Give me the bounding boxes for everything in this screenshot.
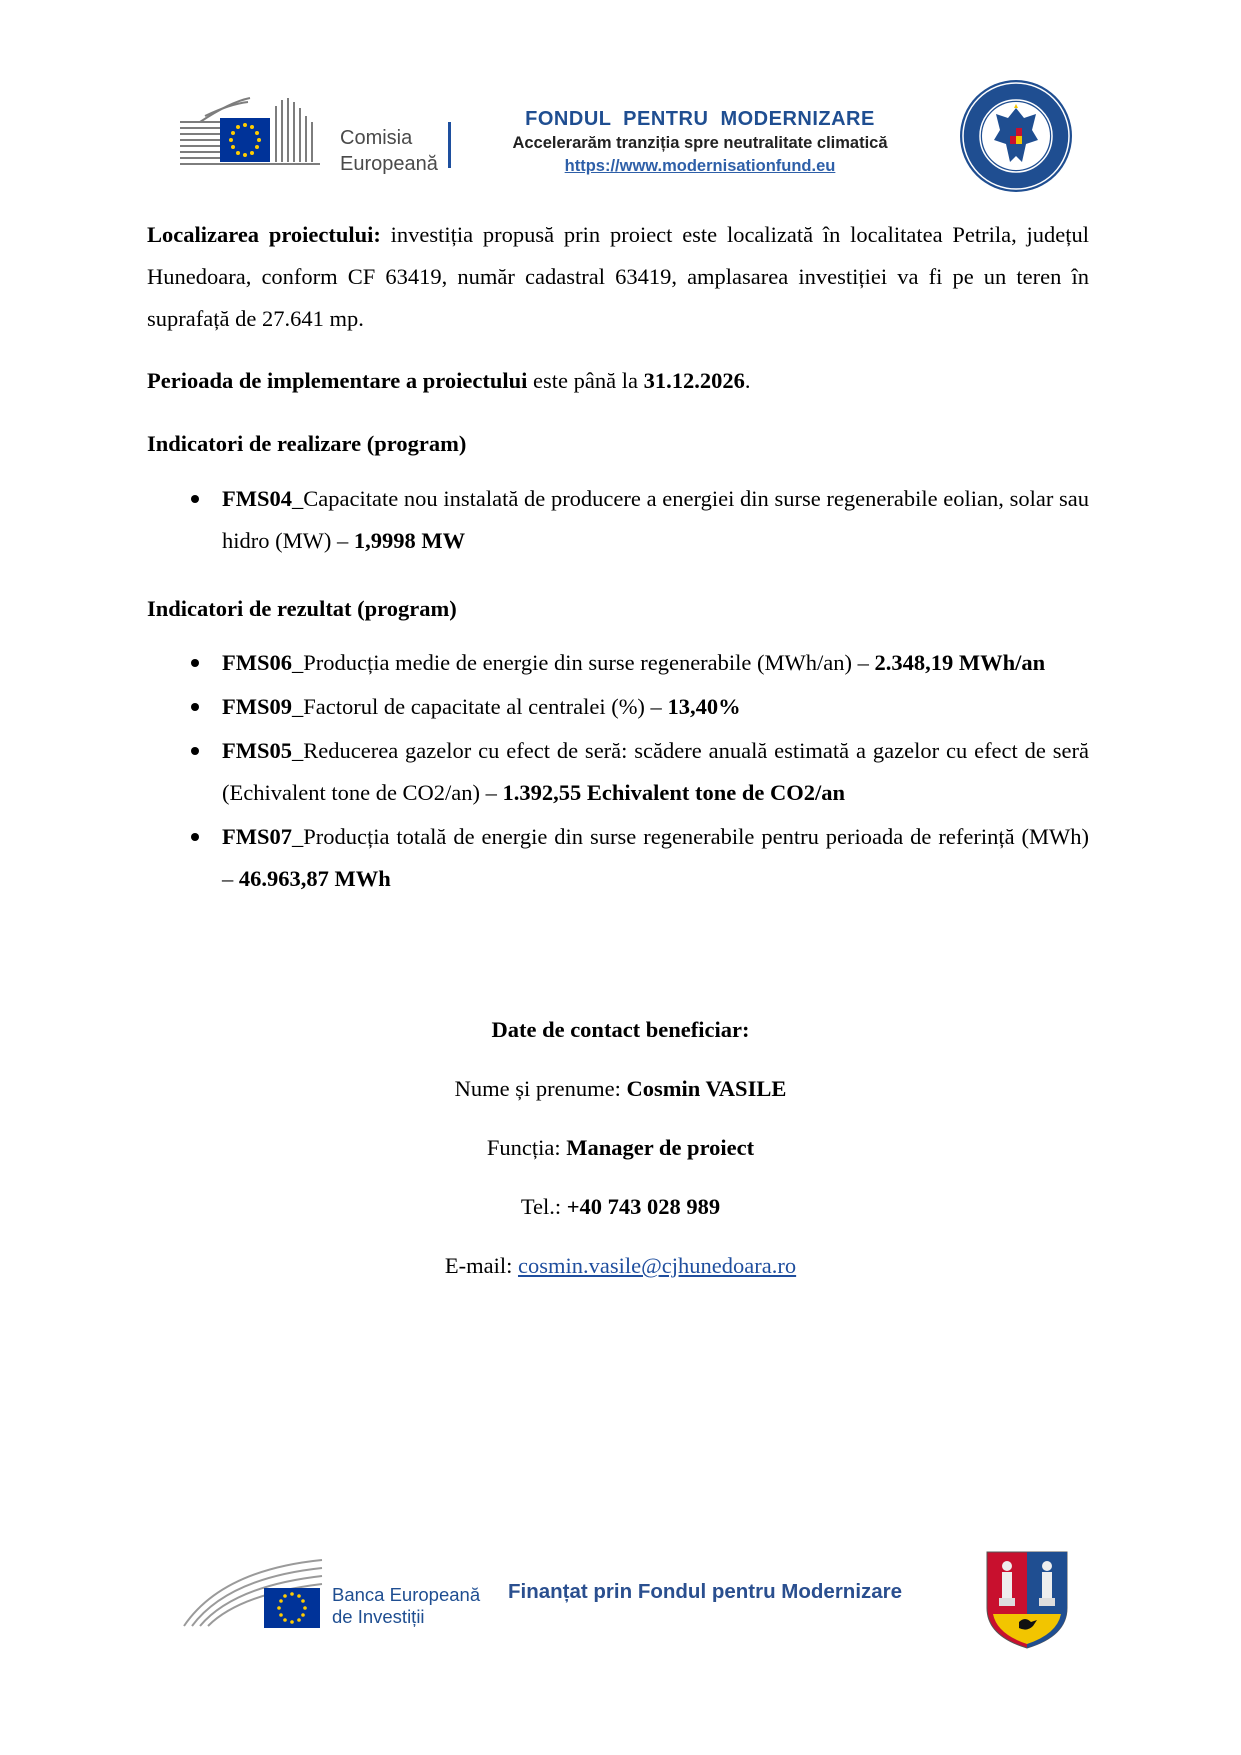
period-mid: este până la <box>527 368 644 393</box>
bullet-icon <box>191 747 199 755</box>
list-item <box>147 816 1089 900</box>
list-item <box>147 642 1089 684</box>
list-item <box>147 686 1089 728</box>
ec-building-icon <box>180 92 330 174</box>
location-label: Localizarea proiectului: <box>147 222 381 247</box>
rezultat-heading: Indicatori de rezultat (program) <box>147 596 457 621</box>
period-end: . <box>744 368 751 393</box>
indicator-value: 13,40% <box>667 694 741 719</box>
fund-subtitle: Accelerarăm tranziția spre neutralitate climatică <box>512 134 888 152</box>
period-date: 31.12.2026 <box>643 368 745 393</box>
eib-logo <box>182 1550 492 1630</box>
contact-name-value: Cosmin VASILE <box>626 1076 787 1101</box>
contact-heading: Date de contact beneficiar: <box>491 1017 750 1042</box>
indicator-code: FMS09 <box>222 694 292 719</box>
page-header <box>0 0 1241 200</box>
indicator-value: 1.392,55 Echivalent tone de CO2/an <box>502 780 846 805</box>
financed-by-text: Finanțat prin Fondul pentru Modernizare <box>508 1580 903 1603</box>
contact-role-row <box>0 1133 1241 1163</box>
romanian-government-seal-icon <box>958 78 1074 194</box>
list-item <box>147 478 1089 562</box>
eib-line1: Banca Europeană <box>332 1584 481 1605</box>
bullet-icon <box>191 833 199 841</box>
european-commission-logo <box>180 92 460 174</box>
list-item <box>147 730 1089 814</box>
bullet-icon <box>191 659 199 667</box>
eib-line2: de Investiții <box>332 1606 425 1627</box>
ec-logo-line1: Comisia <box>340 127 413 149</box>
contact-role-value: Manager de proiect <box>566 1135 755 1160</box>
eib-logo-text <box>332 1584 502 1628</box>
indicator-value: 46.963,87 MWh <box>238 866 391 891</box>
location-paragraph <box>147 214 1089 340</box>
fund-heading-block <box>440 106 960 178</box>
bullet-icon <box>191 495 199 503</box>
bullet-icon <box>191 703 199 711</box>
period-label: Perioada de implementare a proiectului <box>147 368 528 393</box>
realizare-list <box>147 478 1089 562</box>
indicator-text: _Producția totală de energie din surse regenerabile pentru perioada de referință (MWh) – <box>222 824 1089 891</box>
indicator-text: _Reducerea gazelor cu efect de seră: scădere anuală estimată a gazelor cu efect de seră (Echivalent tone de CO2/an) – <box>222 738 1089 805</box>
contact-email-link[interactable]: cosmin.vasile@cjhunedoara.ro <box>517 1253 797 1278</box>
contact-email-row <box>0 1251 1241 1281</box>
indicator-value: 1,9998 MW <box>353 528 466 553</box>
indicator-text: _Capacitate nou instalată de producere a energiei din surse regenerabile eolian, solar sau hidro (MW) – <box>222 486 1089 553</box>
contact-name-row <box>0 1074 1241 1104</box>
hunedoara-county-crest-icon <box>985 1550 1069 1650</box>
indicator-code: FMS04 <box>222 486 292 511</box>
indicator-code: FMS06 <box>222 650 292 675</box>
rezultat-list <box>147 642 1089 902</box>
period-paragraph <box>147 360 1089 402</box>
contact-tel-value: +40 743 028 989 <box>566 1194 721 1219</box>
contact-role-label: Funcția: <box>486 1135 567 1160</box>
indicator-code: FMS05 <box>222 738 292 763</box>
location-text: investiția propusă prin proiect este localizată în localitatea Petrila, județul Hunedoara, conform CF 63419, număr cadastral 63419, amplasarea investiției va fi pe un teren în suprafață de 27.641 mp. <box>147 222 1089 331</box>
realizare-heading: Indicatori de realizare (program) <box>147 431 467 456</box>
indicator-text: _Factorul de capacitate al centralei (%) – <box>292 694 668 719</box>
fund-title: FONDUL PENTRU MODERNIZARE <box>525 108 875 130</box>
page-footer <box>0 1520 1241 1670</box>
fund-url-link[interactable]: https://www.modernisationfund.eu <box>564 157 836 175</box>
contact-email-label: E-mail: <box>444 1253 518 1278</box>
indicator-code: FMS07 <box>222 824 292 849</box>
contact-tel-label: Tel.: <box>520 1194 567 1219</box>
ec-logo-line2: Europeană <box>340 153 438 175</box>
contact-name-label: Nume și prenume: <box>454 1076 627 1101</box>
eib-arc-icon <box>182 1550 332 1630</box>
indicator-text: _Producția medie de energie din surse regenerabile (MWh/an) – <box>292 650 875 675</box>
contact-tel-row <box>0 1192 1241 1222</box>
indicator-value: 2.348,19 MWh/an <box>874 650 1046 675</box>
